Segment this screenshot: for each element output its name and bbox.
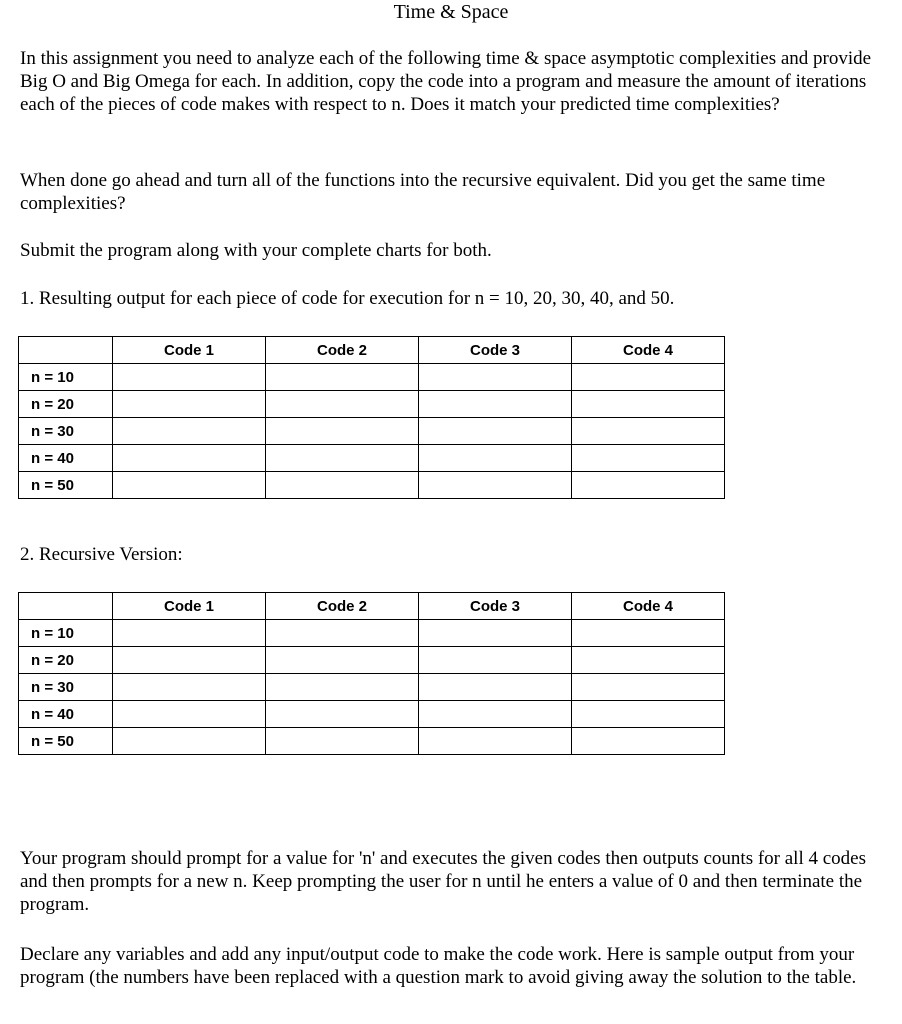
- header-cell: Code 1: [113, 337, 266, 364]
- table-row: [19, 728, 725, 755]
- table-cell: [572, 647, 725, 674]
- table-cell: [266, 391, 419, 418]
- table-cell: [113, 647, 266, 674]
- table-cell: [266, 445, 419, 472]
- table-cell: [113, 701, 266, 728]
- table-cell: [419, 445, 572, 472]
- table-row: [19, 701, 725, 728]
- table-row: [19, 418, 725, 445]
- header-cell: [19, 593, 113, 620]
- table-cell: [113, 391, 266, 418]
- header-cell: Code 4: [572, 593, 725, 620]
- table-cell: [419, 364, 572, 391]
- row-label: n = 50: [19, 728, 113, 755]
- table-row: [19, 674, 725, 701]
- submit-paragraph: Submit the program along with your complete charts for both.: [20, 240, 492, 261]
- table-cell: [113, 364, 266, 391]
- table-cell: [419, 647, 572, 674]
- table-cell: [572, 364, 725, 391]
- header-cell: Code 3: [419, 593, 572, 620]
- table-cell: [419, 620, 572, 647]
- row-label: n = 10: [19, 364, 113, 391]
- table-cell: [572, 701, 725, 728]
- row-label: n = 40: [19, 445, 113, 472]
- table-cell: [266, 674, 419, 701]
- table-cell: [419, 472, 572, 499]
- table-header-row: [19, 337, 725, 364]
- table-cell: [419, 728, 572, 755]
- table-cell: [572, 674, 725, 701]
- row-label: n = 40: [19, 701, 113, 728]
- table-cell: [266, 620, 419, 647]
- table-row: [19, 647, 725, 674]
- declare-paragraph: Declare any variables and add any input/output code to make the code work. Here is sample output from your program (the numbers have been replaced with a question mark to avoid giving away the solution to the table.: [20, 944, 857, 988]
- program-prompt-paragraph: Your program should prompt for a value for 'n' and executes the given codes then outputs counts for all 4 codes and then prompts for a new n. Keep prompting the user for n until he enters a value of 0 and then terminate the program.: [20, 848, 867, 915]
- table-cell: [113, 472, 266, 499]
- table-cell: [572, 418, 725, 445]
- table-cell: [266, 701, 419, 728]
- header-cell: Code 4: [572, 337, 725, 364]
- table-cell: [419, 418, 572, 445]
- table-cell: [572, 472, 725, 499]
- table-cell: [572, 391, 725, 418]
- table-header-row: [19, 593, 725, 620]
- row-label: n = 20: [19, 647, 113, 674]
- intro-paragraph: In this assignment you need to analyze each of the following time & space asymptotic complexities and provide Big O and Big Omega for each. In addition, copy the code into a program and measure the amount of iterations each of the pieces of code makes with respect to n. Does it match your predicted time complexities?: [20, 48, 872, 115]
- recursive-table: [18, 592, 725, 755]
- table-cell: [572, 728, 725, 755]
- table-cell: [266, 472, 419, 499]
- page-title: Time & Space: [393, 1, 509, 23]
- table-row: [19, 472, 725, 499]
- table-cell: [266, 364, 419, 391]
- item-2-heading: 2. Recursive Version:: [20, 544, 183, 565]
- header-cell: [19, 337, 113, 364]
- iteration-table: [18, 336, 725, 499]
- table-cell: [113, 418, 266, 445]
- row-label: n = 10: [19, 620, 113, 647]
- recursive-paragraph: When done go ahead and turn all of the functions into the recursive equivalent. Did you get the same time complexities?: [20, 170, 826, 214]
- table-cell: [419, 391, 572, 418]
- table-cell: [113, 445, 266, 472]
- header-cell: Code 1: [113, 593, 266, 620]
- table-cell: [113, 728, 266, 755]
- table-row: [19, 620, 725, 647]
- table-cell: [266, 418, 419, 445]
- row-label: n = 30: [19, 674, 113, 701]
- row-label: n = 20: [19, 391, 113, 418]
- table-cell: [266, 728, 419, 755]
- table-row: [19, 445, 725, 472]
- table-cell: [419, 701, 572, 728]
- row-label: n = 30: [19, 418, 113, 445]
- table-cell: [266, 647, 419, 674]
- header-cell: Code 2: [266, 593, 419, 620]
- header-cell: Code 2: [266, 337, 419, 364]
- table-cell: [113, 674, 266, 701]
- table-cell: [572, 620, 725, 647]
- header-cell: Code 3: [419, 337, 572, 364]
- table-row: [19, 364, 725, 391]
- table-cell: [419, 674, 572, 701]
- table-cell: [572, 445, 725, 472]
- item-1-heading: 1. Resulting output for each piece of code for execution for n = 10, 20, 30, 40, and 50.: [20, 288, 675, 309]
- row-label: n = 50: [19, 472, 113, 499]
- table-row: [19, 391, 725, 418]
- table-cell: [113, 620, 266, 647]
